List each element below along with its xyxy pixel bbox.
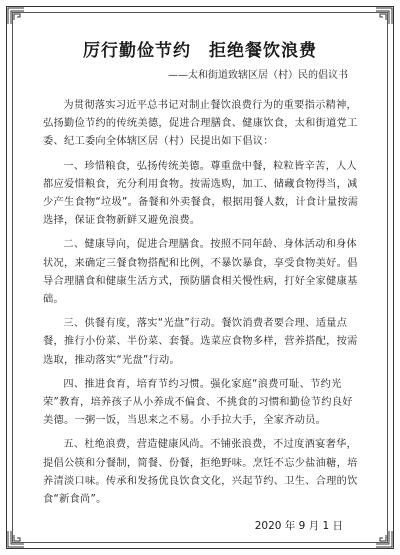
proposal-item-5: 五、杜绝浪费，营造健康风尚。不铺张浪费，不过度酒宴奢华，提倡公筷和分餐制，简餐、份餐，拒绝野味。烹饪不忘少盐油糖，培养清淡口味。传承和发扬优良饮食文化，兴起节约、卫生、合理的饮食“新食尚”。 (43, 439, 358, 506)
corner-ornament-icon (375, 7, 393, 25)
document-body (43, 97, 361, 509)
proposal-item-3: 三、供餐有度，落实“光盘”行动。餐饮消费者要合理、适量点餐，推行小份菜、半份菜、套餐。选菜应食物多样，营养搭配，按需选取，推动落实“光盘”行动。 (43, 318, 358, 366)
corner-ornament-icon (375, 530, 393, 548)
corner-ornament-icon (7, 530, 25, 548)
document-date: 2020 年 9 月 1 日 (254, 520, 343, 532)
document-subtitle: ——太和街道致辖区居（村）民的倡议书 (168, 70, 348, 81)
proposal-item-1: 一、珍惜粮食，弘扬传统美德。尊重盘中餐，粒粒皆辛苦，人人都应爱惜粮食，充分利用食物。按需选购，加工、储藏食物得当，减少产生食物“垃圾”。备餐和外卖餐食，根据用餐人数，计食计量按需选择，保证食物新鲜又避免浪费。 (43, 160, 359, 227)
proposal-item-2: 二、健康导向，促进合理膳食。按照不同年龄、身体活动和身体状况，来确定三餐食物搭配和比例，不暴饮暴食，享受食物美好。倡导合理膳食和健康生活方式，预防膳食相关慢性病，打好全家健康基础。 (43, 239, 358, 306)
intro-paragraph: 为贯彻落实习近平总书记对制止餐饮浪费行为的重要指示精神，弘扬勤俭节约的传统美德，促进合理膳食、健康饮食，太和街道党工委、纪工委向全体辖区居（村）民提出如下倡议： (43, 100, 358, 148)
proposal-item-4: 四、推进食育，培育节约习惯。强化家庭“浪费可耻、节约光荣”教育，培养孩子从小养成不偏食、不挑食的习惯和勤俭节约良好美德。一粥一饭，当思来之不易。小手拉大手，全家齐动员。 (43, 378, 353, 427)
corner-ornament-icon (7, 7, 25, 25)
document-title: 厉行勤俭节约 拒绝餐饮浪费 (83, 41, 317, 61)
